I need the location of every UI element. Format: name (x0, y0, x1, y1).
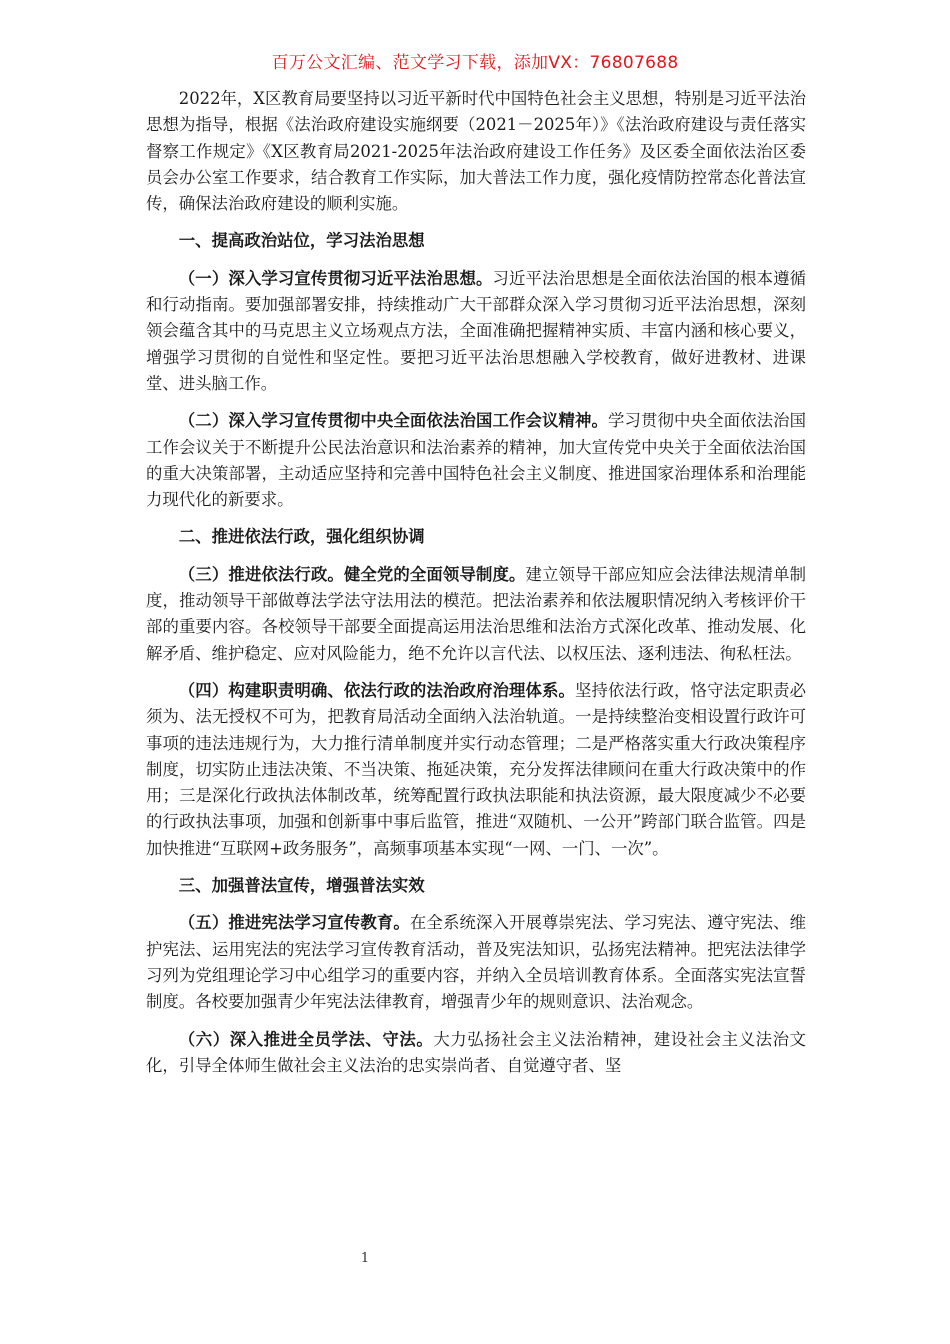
item-lead-5: （五）推进宪法学习宣传教育。 (178, 913, 410, 933)
item-paragraph-5 (146, 910, 806, 1015)
item-body-1: 习近平法治思想是全面依法治国的根本遵循和行动指南。要加强部署安排，持续推动广大干部群众深入学习贯彻习近平法治思想，深刻领会蕴含其中的马克思主义立场观点方法，全面准确把握精神实质、丰富内涵和核心要义，增强学习贯彻的自觉性和坚定性。要把习近平法治思想融入学校教育，做好进教材、进课堂、进头脑工作。 (146, 268, 807, 393)
item-paragraph-4 (146, 678, 806, 862)
item-lead-3: （三）推进依法行政。健全党的全面领导制度。 (178, 564, 526, 584)
section-heading-2: 二、推进依法行政，强化组织协调 (178, 527, 425, 547)
item-paragraph-1 (146, 266, 806, 397)
intro-paragraph: 2022年，X区教育局要坚持以习近平新时代中国特色社会主义思想，特别是习近平法治思想为指导，根据《法治政府建设实施纲要（2021－2025年）》《法治政府建设与责任落实督察工作规定》《X区教育局2021-2025年法治政府建设工作任务》及区委全面依法治区委员会办公室工作要求，结合教育工作实际，加大普法工作力度，强化疫情防控常态化普法宣传，确保法治政府建设的顺利实施。 (146, 89, 806, 214)
item-paragraph-6 (146, 1027, 806, 1080)
item-body-2: 学习贯彻中央全面依法治国工作会议关于不断提升公民法治意识和法治素养的精神，加大宣传党中央关于全面依法治国的重大决策部署，主动适应坚持和完善中国特色社会主义制度、推进国家治理体系和治理能力现代化的新要求。 (146, 411, 806, 510)
section-heading-3: 三、加强普法宣传，增强普法实效 (178, 876, 425, 896)
page-number: 1 (360, 1251, 370, 1266)
item-lead-4: （四）构建职责明确、依法行政的法治政府治理体系。 (178, 680, 575, 700)
item-body-5: 在全系统深入开展尊崇宪法、学习宪法、遵守宪法、维护宪法、运用宪法的宪法学习宣传教育活动，普及宪法知识，弘扬宪法精神。把宪法法律学习列为党组理论学习中心组学习的重要内容，并纳入全员培训教育体系。全面落实宪法宣誓制度。各校要加强青少年宪法法律教育，增强青少年的规则意识、法治观念。 (146, 913, 807, 1012)
item-body-3: 建立领导干部应知应会法律法规清单制度，推动领导干部做尊法学法守法用法的模范。把法治素养和依法履职情况纳入考核评价干部的重要内容。各校领导干部要全面提高运用法治思维和法治方式深化改革、推动发展、化解矛盾、维护稳定、应对风险能力，绝不允许以言代法、以权压法、逐利违法、徇私枉法。 (146, 564, 807, 663)
item-lead-2: （二）深入学习宣传贯彻中央全面依法治国工作会议精神。 (178, 411, 609, 431)
item-paragraph-2 (146, 408, 806, 513)
item-lead-6: （六）深入推进全员学法、守法。 (178, 1029, 434, 1049)
document-body (146, 86, 806, 1090)
item-paragraph-3 (146, 562, 806, 667)
document-header-banner: 百万公文汇编、范文学习下载，添加VX：76807688 (271, 53, 679, 73)
item-body-6: 大力弘扬社会主义法治精神，建设社会主义法治文化，引导全体师生做社会主义法治的忠实崇尚者、自觉遵守者、坚 (146, 1029, 807, 1075)
item-lead-1: （一）深入学习宣传贯彻习近平法治思想。 (178, 268, 493, 288)
section-heading-1: 一、提高政治站位，学习法治思想 (178, 231, 425, 251)
item-body-4: 坚持依法行政，恪守法定职责必须为、法无授权不可为，把教育局活动全面纳入法治轨道。一是持续整治变相设置行政许可事项的违法违规行为，大力推行清单制度并实行动态管理；二是严格落实重大行政决策程序制度，切实防止违法决策、不当决策、拖延决策，充分发挥法律顾问在重大行政决策中的作用；三是深化行政执法体制改革，统筹配置行政执法职能和执法资源，最大限度减少不必要的行政执法事项，加强和创新事中事后监管，推进“双随机、一公开”跨部门联合监管。四是加快推进“互联网+政务服务”，高频事项基本实现“一网、一门、一次”。 (146, 680, 806, 858)
